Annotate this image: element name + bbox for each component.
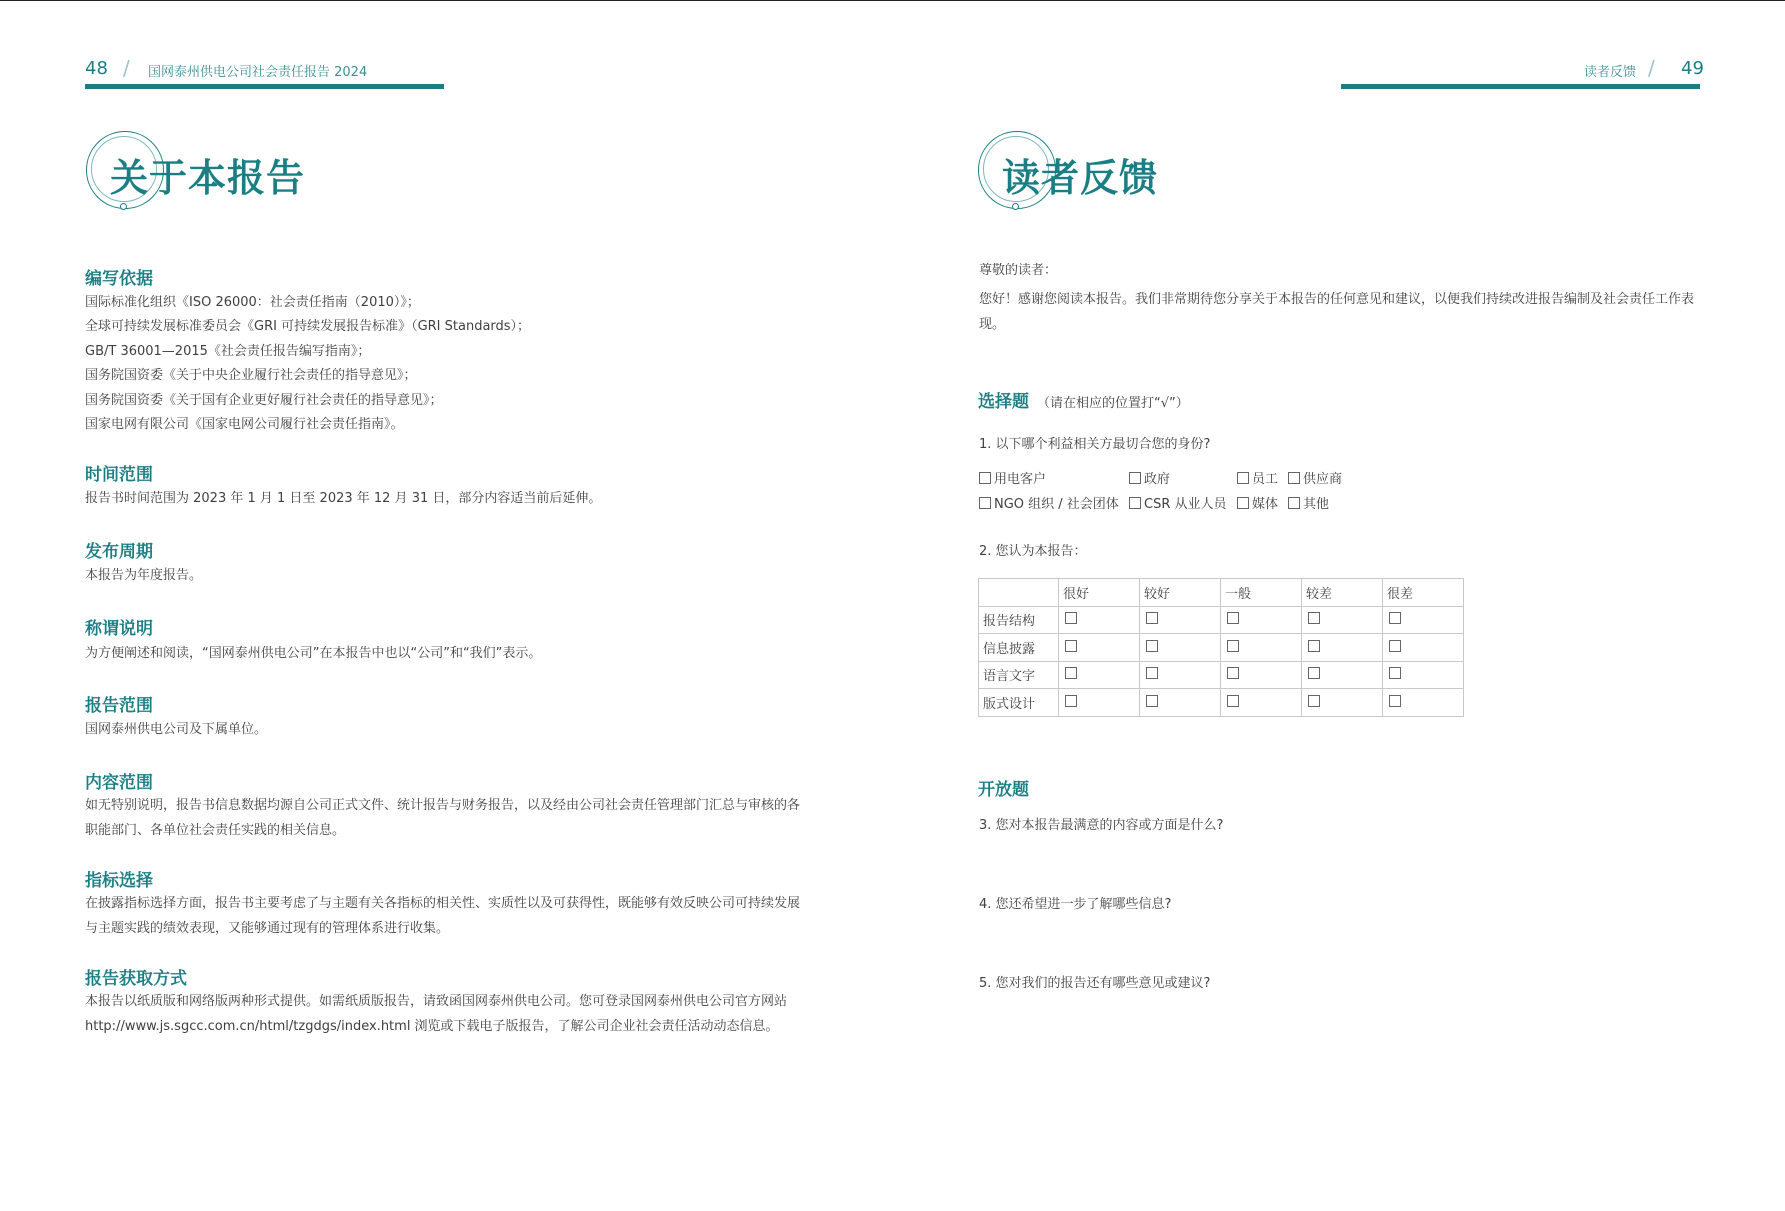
question-3: 3. 您对本报告最满意的内容或方面是什么? [979,818,1224,833]
table-row [979,689,1464,717]
basis-line-4: 国务院国资委《关于中央企业履行社会责任的指导意见》； [85,368,417,383]
checkbox[interactable] [1308,612,1320,624]
table-row [979,606,1464,634]
checkbox[interactable] [979,497,991,509]
rating-cell[interactable] [1383,606,1464,634]
intro-text: 您好！感谢您阅读本报告。我们非常期待您分享关于本报告的任何意见和建议，以便我们持续改进报告编制及社会责任工作表现。 [979,292,1695,332]
rating-cell[interactable] [1221,606,1302,634]
option-other[interactable]: 其他 [1288,493,1329,512]
table-row [979,634,1464,662]
section-title-indicators: 指标选择 [85,871,153,891]
top-border [0,0,1785,1]
section-title-cycle: 发布周期 [85,542,153,562]
table-row [979,661,1464,689]
question-2: 2. 您认为本报告： [979,544,1087,559]
question-5: 5. 您对我们的报告还有哪些意见或建议? [979,976,1211,991]
checkbox[interactable] [1065,640,1077,652]
choice-title [978,387,1189,412]
checkbox[interactable] [979,472,991,484]
checkbox[interactable] [1146,667,1158,679]
question-4: 4. 您还希望进一步了解哪些信息? [979,897,1172,912]
cycle-text: 本报告为年度报告。 [85,568,203,583]
question-1: 1. 以下哪个利益相关方最切合您的身份? [979,437,1211,452]
greeting: 尊敬的读者： [979,263,1058,278]
rating-cell[interactable] [1059,606,1140,634]
scope-text: 国网泰州供电公司及下属单位。 [85,722,268,737]
rating-cell[interactable] [1221,689,1302,717]
row-label: 语言文字 [979,661,1059,689]
checkbox[interactable] [1237,472,1249,484]
option-government[interactable]: 政府 [1129,468,1170,487]
rating-corner-cell [979,579,1059,607]
checkbox[interactable] [1227,695,1239,707]
checkbox[interactable] [1389,640,1401,652]
right-page-title: 读者反馈 [1002,156,1159,200]
content-scope-text: 如无特别说明，报告书信息数据均源自公司正式文件、统计报告与财务报告，以及经由公司社会责任管理部门汇总与审核的各职能部门、各单位社会责任实践的相关信息。 [85,798,801,838]
indicators-text: 在披露指标选择方面，报告书主要考虑了与主题有关各指标的相关性、实质性以及可获得性，既能够有效反映公司可持续发展与主题实践的绩效表现，又能够通过现有的管理体系进行收集。 [85,896,801,936]
row-label: 报告结构 [979,606,1059,634]
choice-hint: （请在相应的位置打“√”） [1037,396,1189,411]
rating-cell[interactable] [1383,661,1464,689]
checkbox[interactable] [1065,695,1077,707]
access-text: 本报告以纸质版和网络版两种形式提供。如需纸质版报告，请致函国网泰州供电公司。您可登录国网泰州供电公司官方网站 http://www.js.sgcc.com.cn/html/tzgdgs/index.html 浏览或下载电子版报告，了解公司企业社会责任活动动态信息。 [85,994,788,1034]
left-page-title: 关于本报告 [110,156,306,200]
right-header-slash: / [1648,56,1655,80]
col-header: 一般 [1221,579,1302,607]
rating-cell[interactable] [1140,661,1221,689]
basis-line-2: 全球可持续发展标准委员会《GRI 可持续发展报告标准》（GRI Standards）； [85,319,531,334]
checkbox[interactable] [1389,612,1401,624]
rating-cell[interactable] [1383,634,1464,662]
rating-cell[interactable] [1059,689,1140,717]
col-header: 较差 [1302,579,1383,607]
checkbox[interactable] [1129,472,1141,484]
right-page-number: 49 [1681,58,1704,79]
col-header: 较好 [1140,579,1221,607]
checkbox[interactable] [1146,695,1158,707]
checkbox[interactable] [1065,667,1077,679]
section-title-access: 报告获取方式 [85,969,187,989]
rating-cell[interactable] [1221,634,1302,662]
rating-cell[interactable] [1302,661,1383,689]
section-title-content: 内容范围 [85,773,153,793]
rating-cell[interactable] [1059,661,1140,689]
right-header-label: 读者反馈 [1584,65,1637,80]
report-title: 国网泰州供电公司社会责任报告 2024 [148,65,368,80]
rating-cell[interactable] [1302,689,1383,717]
title-circle-dot-icon [120,203,127,210]
checkbox[interactable] [1308,695,1320,707]
col-header: 很好 [1059,579,1140,607]
rating-cell[interactable] [1140,606,1221,634]
section-title-basis: 编写依据 [85,269,153,289]
rating-cell[interactable] [1302,634,1383,662]
basis-line-6: 国家电网有限公司《国家电网公司履行社会责任指南》。 [85,417,404,432]
checkbox[interactable] [1227,612,1239,624]
option-supplier[interactable]: 供应商 [1288,468,1342,487]
section-title-scope: 报告范围 [85,696,153,716]
time-range-text: 报告书时间范围为 2023 年 1 月 1 日至 2023 年 12 月 31 日，部分内容适当前后延伸。 [85,491,602,506]
basis-line-3: GB/T 36001—2015《社会责任报告编写指南》； [85,344,371,359]
checkbox[interactable] [1065,612,1077,624]
rating-header-row [979,579,1464,607]
header-slash-divider: / [123,56,130,80]
rating-cell[interactable] [1140,689,1221,717]
open-questions-title: 开放题 [978,780,1029,800]
checkbox[interactable] [1389,695,1401,707]
left-header-bar [85,84,444,89]
naming-text: 为方便阐述和阅读，“国网泰州供电公司”在本报告中也以“公司”和“我们”表示。 [85,646,542,661]
rating-cell[interactable] [1059,634,1140,662]
checkbox[interactable] [1288,497,1300,509]
rating-cell[interactable] [1140,634,1221,662]
checkbox[interactable] [1146,640,1158,652]
basis-line-5: 国务院国资委《关于国有企业更好履行社会责任的指导意见》； [85,393,443,408]
checkbox[interactable] [1288,472,1300,484]
checkbox[interactable] [1308,667,1320,679]
left-page-number: 48 [85,58,108,79]
section-title-naming: 称谓说明 [85,619,153,639]
option-csr-practitioner[interactable]: CSR 从业人员 [1129,493,1227,512]
checkbox[interactable] [1227,667,1239,679]
rating-table [978,578,1464,717]
checkbox[interactable] [1227,640,1239,652]
choice-title-text: 选择题 [978,392,1029,412]
option-employee[interactable]: 员工 [1237,468,1278,487]
checkbox[interactable] [1308,640,1320,652]
checkbox[interactable] [1237,497,1249,509]
option-ngo[interactable]: NGO 组织 / 社会团体 [979,493,1119,512]
checkbox[interactable] [1389,667,1401,679]
col-header: 很差 [1383,579,1464,607]
feedback-circle-dot-icon [1012,203,1019,210]
right-header-bar [1341,84,1700,89]
rating-cell[interactable] [1383,689,1464,717]
rating-cell[interactable] [1302,606,1383,634]
option-media[interactable]: 媒体 [1237,493,1278,512]
basis-line-1: 国际标准化组织《ISO 26000：社会责任指南（2010）》； [85,295,420,310]
checkbox[interactable] [1129,497,1141,509]
row-label: 信息披露 [979,634,1059,662]
row-label: 版式设计 [979,689,1059,717]
option-power-customer[interactable]: 用电客户 [979,468,1046,487]
checkbox[interactable] [1146,612,1158,624]
rating-cell[interactable] [1221,661,1302,689]
section-title-time-range: 时间范围 [85,465,153,485]
